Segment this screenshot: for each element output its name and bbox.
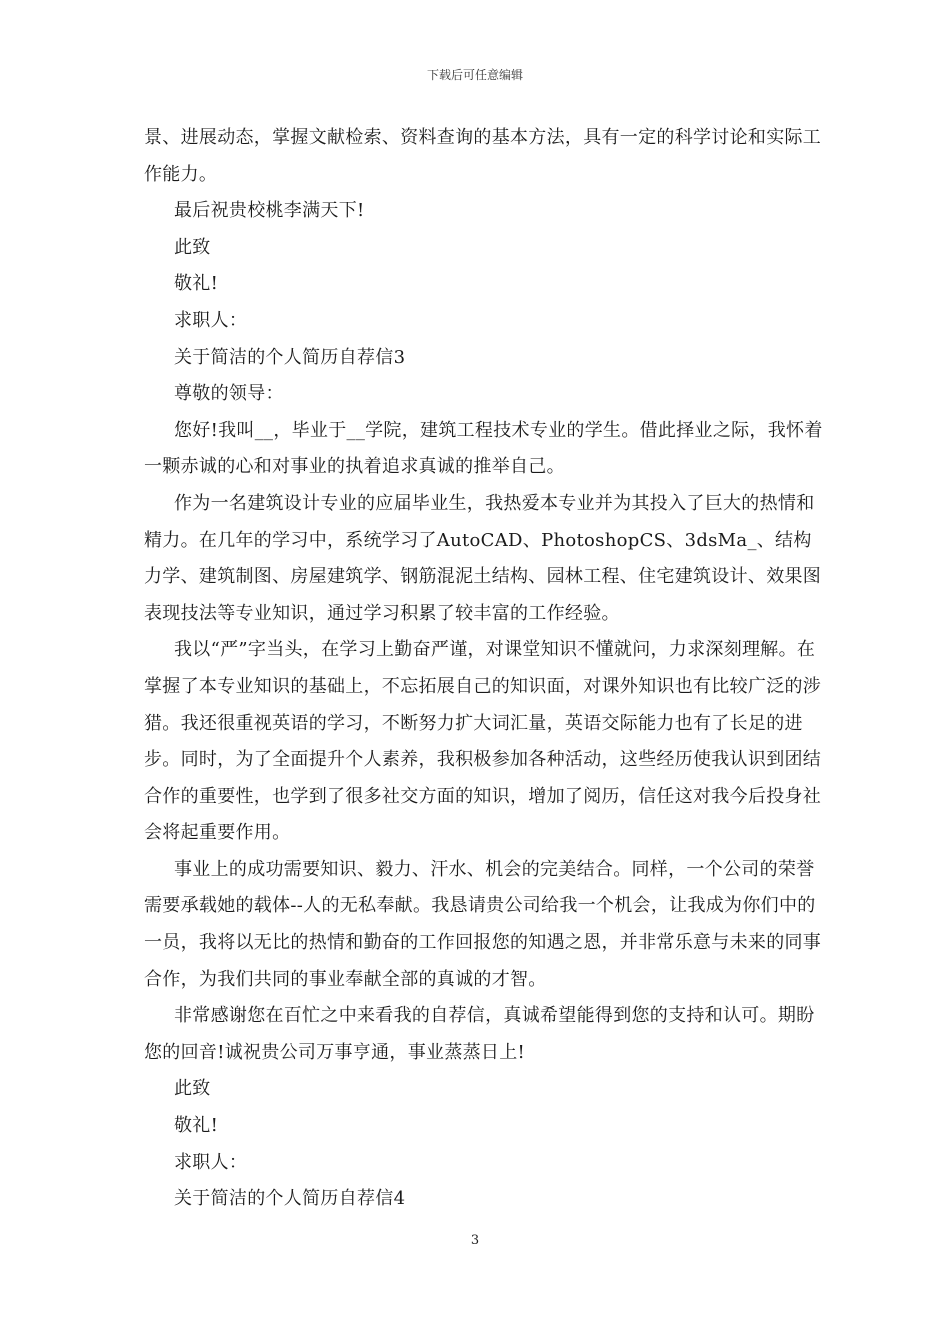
paragraph: 此致 bbox=[174, 236, 211, 258]
paragraph: 非常感谢您在百忙之中来看我的自荐信，真诚希望能得到您的支持和认可。期盼您的回音!诚祝贵公司万事亨通，事业蒸蒸日上! bbox=[144, 1005, 815, 1063]
section-title: 关于简洁的个人简历自荐信4 bbox=[174, 1188, 406, 1210]
page-header: 下载后可任意编辑 bbox=[426, 68, 523, 82]
document-body bbox=[144, 120, 824, 1218]
paragraph: 求职人： bbox=[174, 1151, 248, 1173]
section-title: 关于简洁的个人简历自荐信3 bbox=[174, 346, 406, 368]
paragraph: 敬礼! bbox=[174, 273, 219, 295]
paragraph: 我以“严”字当头，在学习上勤奋严谨，对课堂知识不懂就问，力求深刻理解。在掌握了本专业知识的基础上，不忘拓展自己的知识面，对课外知识也有比较广泛的涉猎。我还很重视英语的学习，不断努力扩大词汇量，英语交际能力也有了长足的进步。同时，为了全面提升个人素养，我积极参加各种活动，这些经历使我认识到团结合作的重要性，也学到了很多社交方面的知识，增加了阅历，信任这对我今后投身社会将起重要作用。 bbox=[144, 639, 822, 844]
paragraph: 景、进展动态，掌握文献检索、资料查询的基本方法，具有一定的科学讨论和实际工作能力。 bbox=[144, 127, 822, 185]
paragraph: 您好!我叫__，毕业于__学院，建筑工程技术专业的学生。借此择业之际，我怀着一颗赤诚的心和对事业的执着追求真诚的推举自己。 bbox=[144, 419, 823, 478]
paragraph: 求职人： bbox=[174, 309, 248, 331]
paragraph: 作为一名建筑设计专业的应届毕业生，我热爱本专业并为其投入了巨大的热情和精力。在几年的学习中，系统学习了AutoCAD、PhotoshopCS、3dsMa_、结构力学、建筑制图、房屋建筑学、钢筋混泥土结构、园林工程、住宅建筑设计、效果图表现技法等专业知识，通过学习积累了较丰富的工作经验。 bbox=[144, 492, 822, 624]
salutation: 尊敬的领导： bbox=[174, 383, 284, 405]
paragraph: 敬礼! bbox=[174, 1115, 219, 1137]
paragraph: 事业上的成功需要知识、毅力、汗水、机会的完美结合。同样，一个公司的荣誉需要承载她的载体--人的无私奉献。我恳请贵公司给我一个机会，让我成为你们中的一员，我将以无比的热情和勤奋的工作回报您的知遇之恩，并非常乐意与未来的同事合作，为我们共同的事业奉献全部的真诚的才智。 bbox=[144, 858, 822, 990]
paragraph: 最后祝贵校桃李满天下! bbox=[174, 200, 365, 222]
page-number: 3 bbox=[470, 1233, 480, 1248]
paragraph: 此致 bbox=[174, 1078, 211, 1100]
